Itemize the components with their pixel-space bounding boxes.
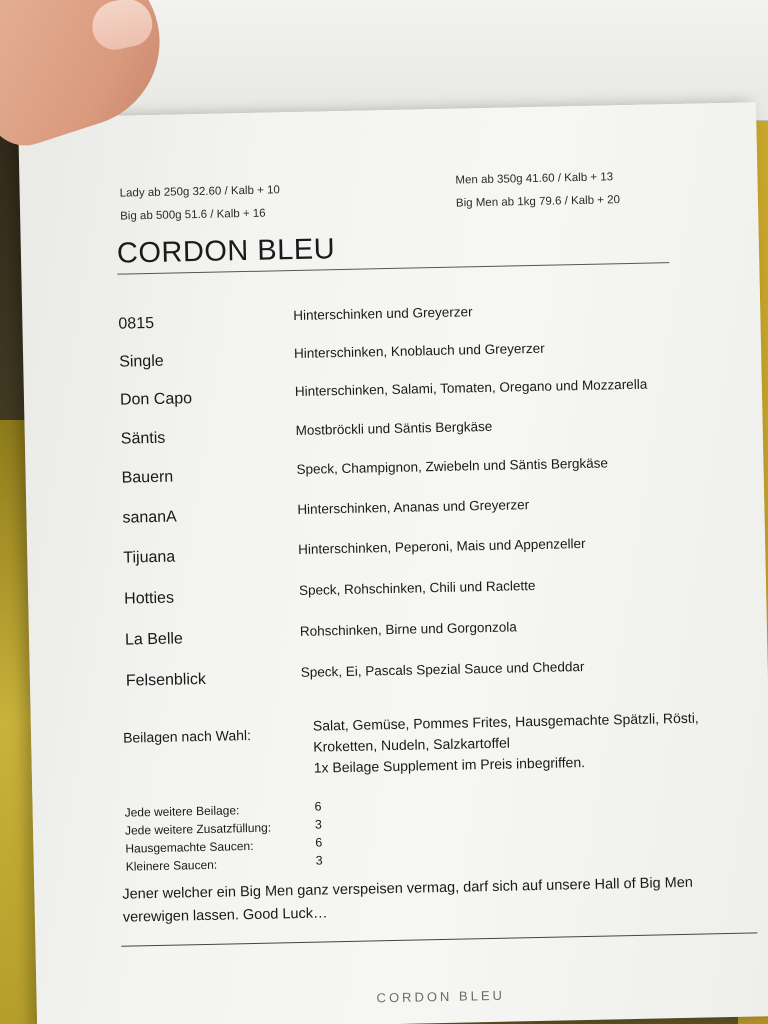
sides-line: Kroketten, Nudeln, Salzkartoffel — [313, 734, 511, 755]
page-footer: CORDON BLEU — [376, 987, 506, 1006]
menu-item-desc: Speck, Rohschinken, Chili und Raclette — [298, 577, 536, 598]
sides-line: Salat, Gemüse, Pommes Frites, Hausgemachte Spätzli, Rösti, — [312, 709, 699, 734]
menu-item — [123, 533, 723, 576]
menu-item-name: Single — [119, 352, 164, 371]
page-title: CORDON BLEU — [116, 233, 336, 270]
menu-item-name: sananA — [122, 508, 177, 527]
menu-item — [126, 656, 726, 699]
menu-item-name: Felsenblick — [125, 670, 207, 690]
bottom-divider — [121, 932, 757, 946]
menu-item-desc: Hinterschinken, Ananas und Greyerzer — [297, 497, 530, 517]
extra-label: Jede weitere Beilage: — [124, 803, 240, 820]
menu-item-desc: Mostbröckli und Säntis Bergkäse — [295, 418, 493, 438]
extra-label: Hausgemachte Saucen: — [125, 838, 254, 856]
menu-item-desc: Hinterschinken, Peperoni, Mais und Appenzeller — [298, 535, 586, 557]
menu-item — [121, 453, 721, 496]
price-men: Men ab 350g 41.60 / Kalb + 13 — [455, 171, 614, 187]
menu-item — [124, 574, 724, 617]
menu-item-desc: Hinterschinken, Knoblauch und Greyerzer — [293, 340, 545, 361]
menu-item-desc: Speck, Ei, Pascals Spezial Sauce und Cheddar — [300, 658, 585, 680]
price-big: Big ab 500g 51.6 / Kalb + 16 — [120, 207, 266, 223]
sides-list — [313, 708, 700, 779]
menu-page — [18, 102, 768, 1024]
menu-item — [120, 375, 720, 418]
menu-item-name: La Belle — [124, 630, 184, 649]
menu-item — [118, 299, 718, 342]
sides-supplement-note: 1x Beilage Supplement im Preis inbegriffen. — [313, 753, 586, 776]
extra-value: 6 — [314, 799, 322, 814]
menu-item-desc: Speck, Champignon, Zwiebeln und Säntis Bergkäse — [296, 455, 609, 477]
menu-item-desc: Hinterschinken und Greyerzer — [293, 304, 473, 324]
price-big-men: Big Men ab 1kg 79.6 / Kalb + 20 — [455, 194, 621, 210]
menu-item-name: Hotties — [124, 589, 175, 608]
menu-content — [18, 102, 768, 1024]
menu-item — [122, 493, 722, 536]
menu-item-name: 0815 — [118, 314, 155, 333]
big-men-challenge-note: Jener welcher ein Big Men ganz verspeisen vermag, darf sich auf unsere Hall of Big Men verewigen lassen. Good Luck… — [122, 874, 694, 926]
menu-item-name: Säntis — [120, 429, 166, 448]
extra-label: Kleinere Saucen: — [125, 857, 218, 874]
extra-value: 6 — [315, 835, 323, 850]
menu-item-desc: Rohschinken, Birne und Gorgonzola — [299, 619, 517, 639]
extra-value: 3 — [314, 817, 323, 832]
extra-value: 3 — [315, 853, 323, 868]
extra-label: Jede weitere Zusatzfüllung: — [124, 820, 272, 838]
extra-price-row — [126, 855, 366, 878]
menu-item-name: Don Capo — [119, 390, 193, 409]
menu-item-desc: Hinterschinken, Salami, Tomaten, Oregano und Mozzarella — [294, 376, 648, 399]
menu-item — [121, 414, 721, 457]
menu-item — [119, 337, 719, 380]
menu-item-name: Tijuana — [123, 548, 176, 567]
menu-item-name: Bauern — [121, 468, 174, 487]
sides-label: Beilagen nach Wahl: — [122, 726, 252, 746]
price-lady: Lady ab 250g 32.60 / Kalb + 10 — [119, 184, 280, 200]
menu-item — [125, 615, 725, 658]
